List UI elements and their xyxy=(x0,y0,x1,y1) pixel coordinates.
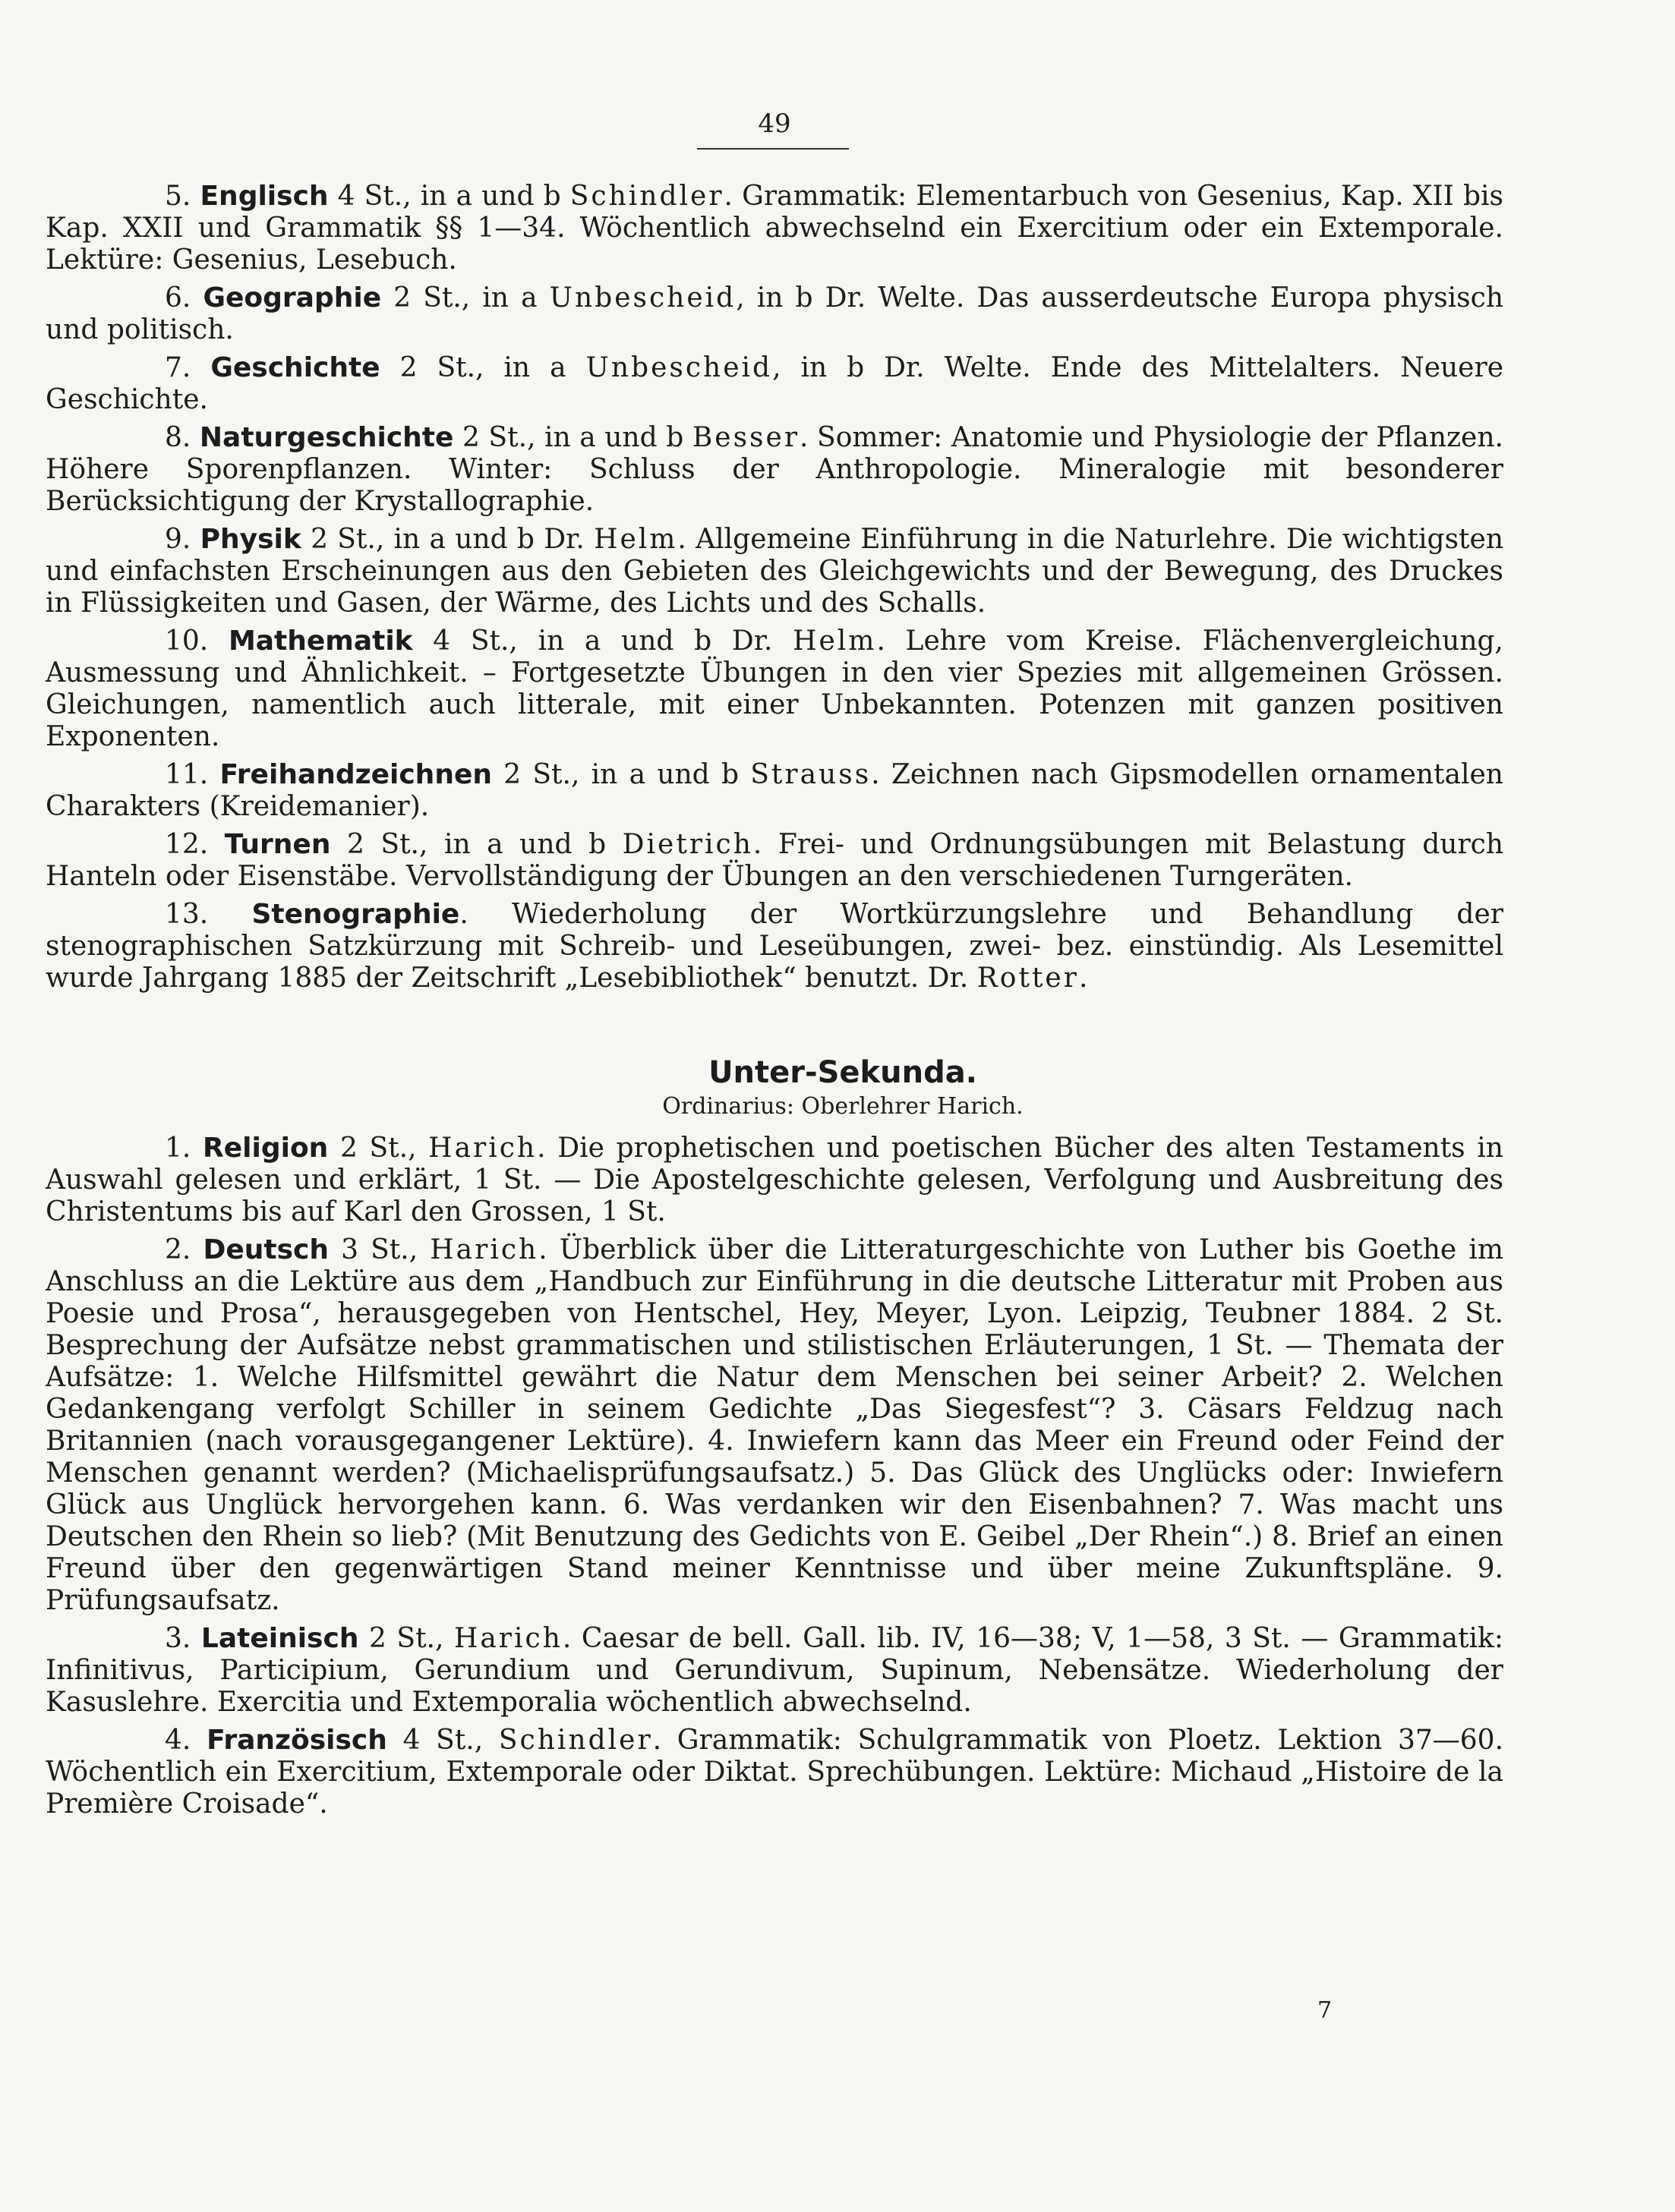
entry-number: 12. xyxy=(165,829,209,860)
entry-text: . Sommer: Anatomie und Physiologie der Pflanzen. Höhere Sporenpflanzen. Winter: Schluss der Anthropologie. Mineralogie mit besonderer Berücksichtigung der Krystallographie. xyxy=(46,422,1503,517)
entry-lead: 2 St., xyxy=(328,1133,429,1164)
section-ordinarius: Ordinarius: Oberlehrer Harich. xyxy=(662,1093,1024,1120)
teacher-name: Unbescheid xyxy=(549,282,737,314)
entry-lead: 2 St., xyxy=(358,1623,454,1654)
subject-name: Freihandzeichnen xyxy=(219,759,492,790)
teacher-name: Harich xyxy=(428,1133,538,1164)
subject-name: Lateinisch xyxy=(200,1623,359,1654)
entry-number: 9. xyxy=(165,524,191,555)
course-entry xyxy=(46,181,1503,276)
entry-text: . Frei- und Ordnungsübungen mit Belastung durch Hanteln oder Eisenstäbe. Vervollständigung der Übungen an den verschiedenen Turngeräten. xyxy=(46,829,1503,892)
entry-lead: 2 St., in a xyxy=(380,352,586,383)
course-entry xyxy=(46,1725,1503,1820)
entry-text: . xyxy=(1078,963,1088,994)
section-unter-sekunda xyxy=(46,1055,1503,1820)
course-entry xyxy=(46,524,1503,619)
teacher-name: Rotter xyxy=(976,963,1079,994)
subject-name: Naturgeschichte xyxy=(199,422,454,453)
page-number: 49 xyxy=(758,109,791,139)
course-entry xyxy=(46,1234,1503,1617)
section-heading: Unter-Sekunda. xyxy=(708,1055,977,1090)
entry-lead: 2 St., in a und b xyxy=(492,759,751,790)
course-entry xyxy=(46,282,1503,346)
course-entry xyxy=(46,1133,1503,1228)
course-entry xyxy=(46,829,1503,893)
subject-name: Turnen xyxy=(224,829,331,860)
teacher-name: Helm xyxy=(594,524,678,555)
entry-number: 4. xyxy=(165,1725,191,1756)
page-body xyxy=(46,181,1503,1826)
entry-number: 2. xyxy=(165,1234,191,1265)
subject-name: Mathematik xyxy=(228,625,413,657)
entry-text: . Lehre vom Kreise. Flächenvergleichung, Ausmessung und Ähnlichkeit. – Fortgesetzte Übungen in den vier Spezies mit allgemeinen Grössen. Gleichungen, namentlich auch litterale, mit einer Unbekannten. Potenzen mit ganzen positiven Exponenten. xyxy=(46,625,1503,752)
teacher-name: Schindler xyxy=(498,1725,653,1756)
entry-lead: 2 St., in a und b Dr. xyxy=(301,524,595,555)
entry-lead: 2 St., in a xyxy=(381,282,550,314)
subject-name: Stenographie xyxy=(251,899,460,930)
entry-text: . Die prophetischen und poetischen Bücher des alten Testaments in Auswahl gelesen und erklärt, 1 St. — Die Apostelgeschichte gelesen, Verfolgung und Ausbreitung des Christentums bis auf Karl den Grossen, 1 St. xyxy=(46,1133,1503,1227)
teacher-name: Strauss xyxy=(750,759,872,790)
teacher-name: Schindler xyxy=(569,181,724,212)
entry-text: , in b Dr. Welte. Ende des Mittelalters. Neuere Geschichte. xyxy=(46,352,1504,415)
entry-number: 1. xyxy=(165,1133,191,1164)
entry-lead: 4 St., in a und b xyxy=(328,181,570,212)
teacher-name: Helm xyxy=(793,625,877,657)
subject-name: Französisch xyxy=(207,1725,387,1756)
subject-name: Physik xyxy=(200,524,301,555)
teacher-name: Besser xyxy=(692,422,800,453)
entry-lead: 4 St., in a und b Dr. xyxy=(412,625,793,657)
entry-number: 11. xyxy=(165,759,209,790)
course-entry xyxy=(46,1623,1503,1719)
entry-number: 8. xyxy=(165,422,191,453)
course-entry xyxy=(46,899,1503,994)
entry-lead: 2 St., in a und b xyxy=(330,829,623,860)
entry-number: 5. xyxy=(165,181,191,212)
entry-lead: 4 St., xyxy=(386,1725,499,1756)
entry-lead: 2 St., in a und b xyxy=(453,422,692,453)
teacher-name: Unbescheid xyxy=(585,352,773,383)
entry-text: . Zeichnen nach Gipsmodellen ornamentalen Charakters (Kreidemanier). xyxy=(46,759,1503,822)
entry-number: 10. xyxy=(165,625,209,657)
course-entry xyxy=(46,352,1503,416)
subject-name: Deutsch xyxy=(203,1234,330,1265)
entry-number: 13. xyxy=(165,899,209,930)
subject-name: Englisch xyxy=(200,181,329,212)
subject-name: Religion xyxy=(203,1133,329,1164)
teacher-name: Dietrich xyxy=(622,829,753,860)
subject-name: Geschichte xyxy=(210,352,380,383)
entry-lead: . Wiederholung der Wortkürzungslehre und Behandlung der stenographischen Satzkürzung mit Schreib- und Leseübungen, zwei- bez. einstündig. Als Lesemittel wurde Jahrgang 1885 der Zeitschrift „Lesebibliothek“ benutzt. Dr. xyxy=(46,899,1503,994)
entry-number: 6. xyxy=(165,282,191,314)
entry-text: . Allgemeine Einführung in die Naturlehre. Die wichtigsten und einfachsten Erscheinungen aus den Gebieten des Gleichgewichts und der Bewegung, des Druckes in Flüssigkeiten und Gasen, der Wärme, des Lichts und des Schalls. xyxy=(46,524,1503,619)
section-continued xyxy=(46,181,1503,994)
entry-text: . Überblick über die Litteraturgeschichte von Luther bis Goethe im Anschluss an die Lektüre aus dem „Handbuch zur Einführung in die deutsche Litteratur mit Proben aus Poesie und Prosa“, herausgegeben von Hentschel, Hey, Meyer, Lyon. Leipzig, Teubner 1884. 2 St. Besprechung der Aufsätze nebst grammatischen und stilistischen Erläuterungen, 1 St. — Themata der Aufsätze: 1. Welche Hilfsmittel gewährt die Natur dem Menschen bei seiner Arbeit? 2. Welchen Gedankengang verfolgt Schiller in seinem Gedichte „Das Siegesfest“? 3. Cäsars Feldzug nach Britannien (nach vorausgegangener Lektüre). 4. Inwiefern kann das Meer ein Freund oder Feind der Menschen genannt werden? (Michaelisprüfungsaufsatz.) 5. Das Glück des Unglücks oder: Inwiefern Glück aus Unglück hervorgehen kann. 6. Was verdanken wir den Eisenbahnen? 7. Was macht uns Deutschen den Rhein so lieb? (Mit Benutzung des Gedichts von E. Geibel „Der Rhein“.) 8. Brief an einen Freund über den gegenwärtigen Stand meiner Kenntnisse und über meine Zukunftspläne. 9. Prüfungsaufsatz. xyxy=(46,1234,1503,1616)
entry-number: 3. xyxy=(165,1623,191,1654)
entry-text: . Grammatik: Schulgrammatik von Ploetz. Lektion 37—60. Wöchentlich ein Exercitium, Extemporale oder Diktat. Sprechübungen. Lektüre: Michaud „Histoire de la Première Croisade“. xyxy=(46,1725,1504,1820)
entry-text: . Grammatik: Elementarbuch von Gesenius, Kap. XII bis Kap. XXII und Grammatik §§ 1—34. Wöchentlich abwechselnd ein Exercitium oder ein Extemporale. Lektüre: Gesenius, Lesebuch. xyxy=(46,181,1503,276)
course-entry xyxy=(46,625,1503,753)
teacher-name: Harich xyxy=(430,1234,539,1265)
sheet-signature: 7 xyxy=(1317,1997,1333,2024)
course-entry xyxy=(46,422,1503,518)
teacher-name: Harich xyxy=(453,1623,563,1654)
page-number-rule xyxy=(697,148,849,150)
entry-lead: 3 St., xyxy=(329,1234,431,1265)
entry-text: . Caesar de bell. Gall. lib. IV, 16—38; V, 1—58, 3 St. — Grammatik: Infinitivus, Participium, Gerundium und Gerundivum, Supinum, Nebensätze. Wiederholung der Kasuslehre. Exercitia und Extemporalia wöchentlich abwechselnd. xyxy=(46,1623,1503,1718)
course-entry xyxy=(46,759,1503,823)
subject-name: Geographie xyxy=(203,282,382,314)
entry-text: , in b Dr. Welte. Das ausserdeutsche Europa physisch und politisch. xyxy=(46,282,1503,345)
entry-number: 7. xyxy=(165,352,191,383)
